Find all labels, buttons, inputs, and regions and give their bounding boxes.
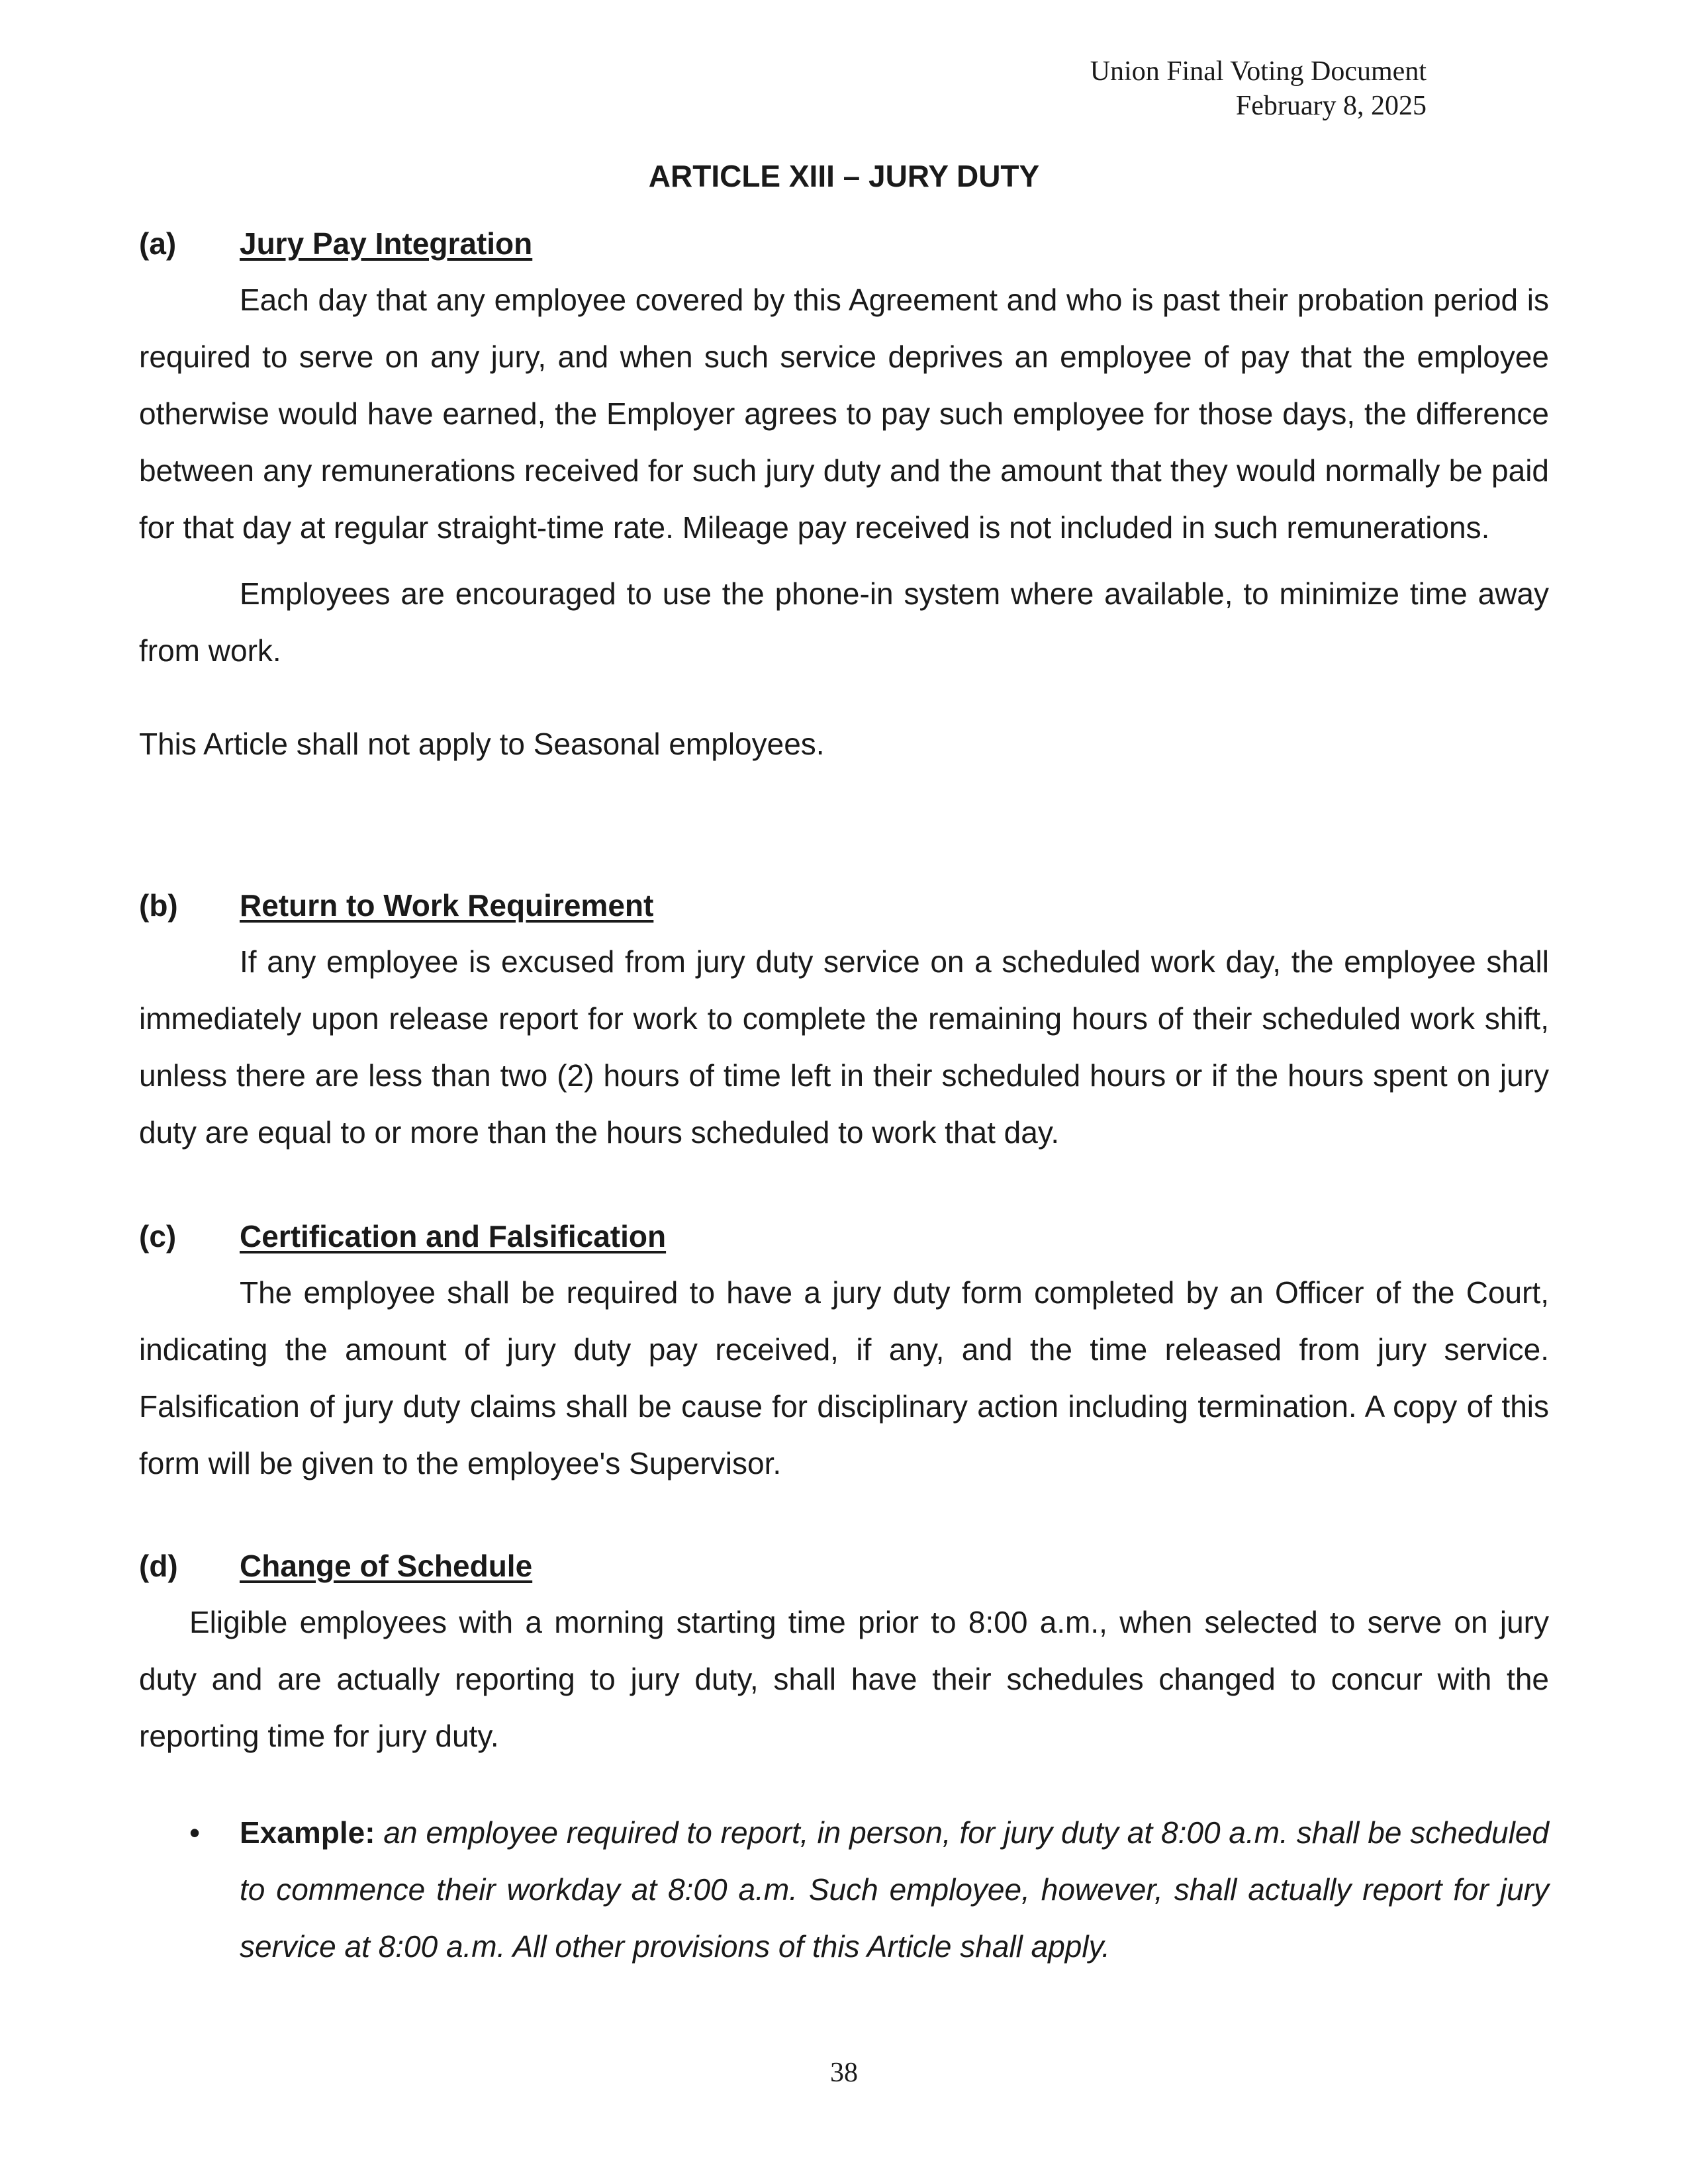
section-c [139, 1218, 1549, 1492]
section-a-letter: (a) [139, 226, 177, 261]
section-d-letter: (d) [139, 1549, 178, 1583]
section-b-heading [139, 887, 1549, 924]
section-a-title: Jury Pay Integration [240, 226, 533, 261]
example-bullet [139, 1804, 1549, 1975]
section-b [139, 887, 1549, 1161]
section-d-heading [139, 1547, 1549, 1584]
document-header [1090, 54, 1427, 123]
header-document-name: Union Final Voting Document [1090, 56, 1427, 87]
section-b-title: Return to Work Requirement [240, 888, 654, 923]
bullet-icon: • [189, 1815, 201, 1850]
section-b-letter: (b) [139, 888, 178, 923]
header-date: February 8, 2025 [1235, 91, 1427, 121]
section-d-title: Change of Schedule [240, 1549, 533, 1583]
section-a-paragraph-1: Each day that any employee covered by this Agreement and who is past their probation period is required to serve on any jury, and when such service deprives an employee of pay that the employee otherwise would have earned, the Employer agrees to pay such employee for those days, the difference between any remunerations received for such jury duty and the amount that they would normally be paid for that day at regular straight-time rate. Mileage pay received is not included in such remunerations. [139, 283, 1549, 545]
article-title: ARTICLE XIII – JURY DUTY [648, 159, 1040, 193]
section-b-paragraph-1: If any employee is excused from jury duty service on a scheduled work day, the employee shall immediately upon release report for work to complete the remaining hours of their scheduled work shift, unless there are less than two (2) hours of time left in their scheduled hours or if the hours spent on jury duty are equal to or more than the hours scheduled to work that day. [139, 944, 1549, 1150]
section-a-paragraph-3: This Article shall not apply to Seasonal employees. [139, 727, 825, 761]
section-d-paragraph-1: Eligible employees with a morning starting time prior to 8:00 a.m., when selected to serve on jury duty and are actually reporting to jury duty, shall have their schedules changed to concur with the reporting time for jury duty. [139, 1605, 1549, 1753]
section-d [139, 1547, 1549, 1975]
page-number: 38 [830, 2058, 858, 2088]
section-a [139, 225, 1549, 772]
section-c-paragraph-1: The employee shall be required to have a jury duty form completed by an Officer of the Court, indicating the amount of jury duty pay received, if any, and the time released from jury service. Falsification of jury duty claims shall be cause for disciplinary action including termination. A copy of this form will be given to the employee's Supervisor. [139, 1275, 1549, 1480]
example-label: Example: [240, 1815, 384, 1850]
section-c-title: Certification and Falsification [240, 1219, 667, 1253]
section-a-heading [139, 225, 1549, 262]
example-body [240, 1804, 1549, 1975]
section-a-paragraph-2: Employees are encouraged to use the phone-in system where available, to minimize time away from work. [139, 576, 1549, 668]
example-text: an employee required to report, in person, for jury duty at 8:00 a.m. shall be scheduled to commence their workday at 8:00 a.m. Such employee, however, shall actually report for jury service at 8:00 a.m. All other provisions of this Article shall apply. [240, 1815, 1549, 1964]
section-c-letter: (c) [139, 1219, 177, 1253]
section-c-heading [139, 1218, 1549, 1255]
